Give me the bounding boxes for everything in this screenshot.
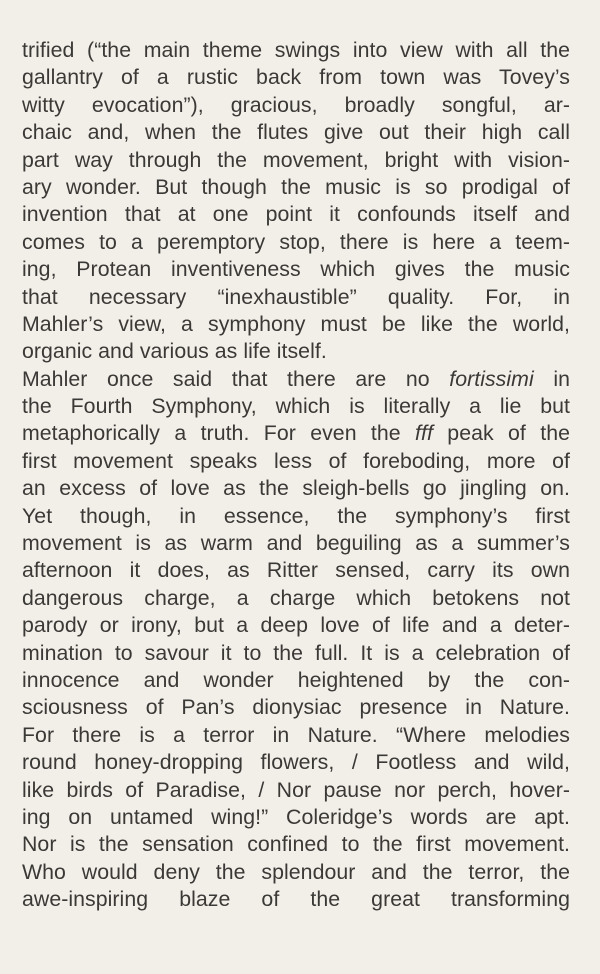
text-line: invention that at one point it confounds itself and bbox=[22, 202, 570, 227]
text-line: organic and various as life itself. bbox=[22, 339, 327, 364]
text-line: parody or irony, but a deep love of life and a deter- bbox=[22, 613, 570, 638]
paragraph-2 bbox=[22, 366, 570, 914]
text-line: that necessary “inexhaustible” quality. For, in bbox=[22, 284, 570, 309]
text-line: gallantry of a rustic back from town was Tovey’s bbox=[22, 65, 570, 90]
text-line: Who would deny the splendour and the terror, the bbox=[22, 859, 570, 884]
text-line: an excess of love as the sleigh-bells go jingling on. bbox=[22, 476, 570, 501]
text-line: Nor is the sensation confined to the first movement. bbox=[22, 832, 570, 857]
italic-term: fortissimi bbox=[449, 366, 534, 391]
text-line: Yet though, in essence, the symphony’s first bbox=[22, 503, 570, 528]
text-line: ary wonder. But though the music is so prodigal of bbox=[22, 174, 570, 199]
body-text bbox=[22, 37, 570, 914]
text-line: the Fourth Symphony, which is literally a lie but bbox=[22, 394, 570, 419]
text-line: ing on untamed wing!” Coleridge’s words are apt. bbox=[22, 804, 570, 829]
text-line: comes to a peremptory stop, there is here a teem- bbox=[22, 229, 570, 254]
text-line: For there is a terror in Nature. “Where melodies bbox=[22, 722, 570, 747]
text-line: Mahler once said that there are no fortissimi in bbox=[22, 366, 570, 391]
text-line: trified (“the main theme swings into view with all the bbox=[22, 38, 570, 62]
text-line: round honey-dropping flowers, / Footless and wild, bbox=[22, 750, 570, 775]
text-line: Mahler’s view, a symphony must be like the world, bbox=[22, 311, 570, 336]
text-line: dangerous charge, a charge which betokens not bbox=[22, 585, 570, 610]
text-line: innocence and wonder heightened by the con- bbox=[22, 667, 570, 692]
text-line: ing, Protean inventiveness which gives the music bbox=[22, 257, 570, 282]
italic-term: fff bbox=[415, 421, 433, 446]
paragraph-1 bbox=[22, 37, 570, 366]
text-line: afternoon it does, as Ritter sensed, carry its own bbox=[22, 558, 570, 583]
text-line: awe-inspiring blaze of the great transforming bbox=[22, 887, 570, 912]
text-line: mination to savour it to the full. It is a celebration of bbox=[22, 640, 570, 665]
text-line: witty evocation”), gracious, broadly songful, ar- bbox=[22, 92, 570, 117]
text-line: movement is as warm and beguiling as a summer’s bbox=[22, 531, 570, 556]
text-line: metaphorically a truth. For even the fff peak of the bbox=[22, 421, 570, 446]
text-line: like birds of Paradise, / Nor pause nor perch, hover- bbox=[22, 777, 570, 802]
text-line: part way through the movement, bright with vision- bbox=[22, 147, 570, 172]
text-line: first movement speaks less of foreboding, more of bbox=[22, 448, 570, 473]
text-line: chaic and, when the flutes give out their high call bbox=[22, 120, 570, 145]
text-line: sciousness of Pan’s dionysiac presence in Nature. bbox=[22, 695, 570, 720]
